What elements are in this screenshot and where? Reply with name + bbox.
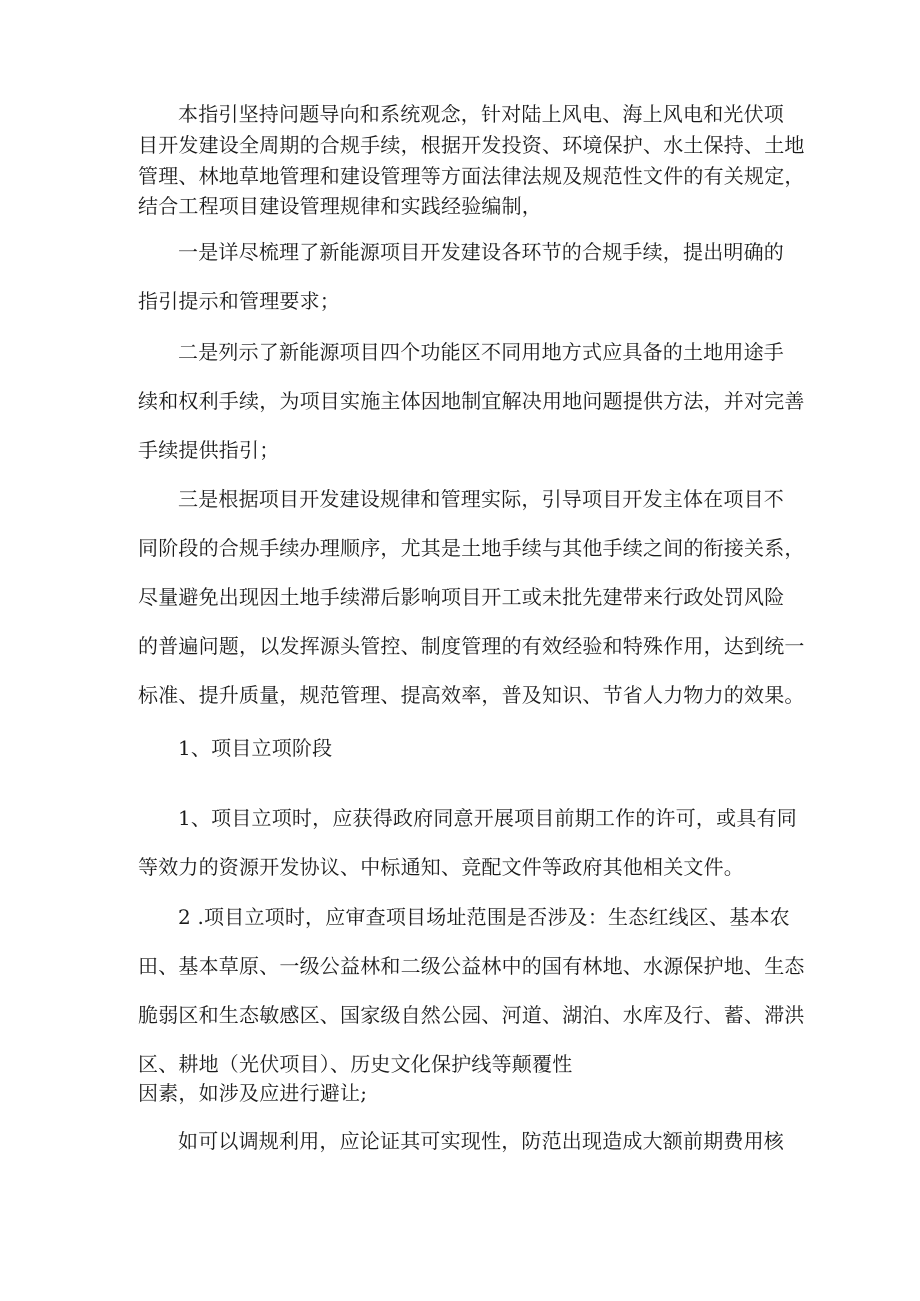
point3-line: 三是根据项目开发建设规律和管理实际，引导项目开发主体在项目不 [178, 487, 784, 511]
intro-line: 目开发建设全周期的合规手续，根据开发投资、环境保护、水土保持、土地 [138, 133, 805, 157]
point3-line: 同阶段的合规手续办理顺序，尤其是土地手续与其他手续之间的衔接关系， [138, 536, 805, 560]
item2-line: 脆弱区和生态敏感区、国家级自然公园、河道、湖泊、水库及行、蓄、滞洪 [138, 1003, 805, 1027]
point3-line: 标准、提升质量，规范管理、提高效率，普及知识、节省人力物力的效果。 [138, 683, 805, 707]
item2-line: 因素，如涉及应进行避让; [138, 1081, 368, 1105]
point2-line: 续和权利手续，为项目实施主体因地制宜解决用地问题提供方法，并对完善 [138, 389, 805, 413]
item3-line: 如可以调规利用，应论证其可实现性，防范出现造成大额前期费用核 [178, 1129, 784, 1153]
item2-line: 2 .项目立项时，应审查项目场址范围是否涉及：生态红线区、基本农 [178, 905, 790, 929]
point3-line: 尽量避免出现因土地手续滞后影响项目开工或未批先建带来行政处罚风险 [138, 585, 785, 609]
item1-line: 等效力的资源开发协议、中标通知、竞配文件等政府其他相关文件。 [138, 855, 744, 879]
section-heading: 1、项目立项阶段 [178, 736, 333, 760]
point2-line: 手续提供指引； [138, 438, 280, 462]
point1-line: 指引提示和管理要求； [138, 289, 340, 313]
item1-line: 1、项目立项时，应获得政府同意开展项目前期工作的许可，或具有同 [178, 806, 797, 830]
point1-line: 一是详尽梳理了新能源项目开发建设各环节的合规手续，提出明确的 [178, 240, 784, 264]
intro-line: 本指引坚持问题导向和系统观念，针对陆上风电、海上风电和光伏项 [178, 102, 784, 126]
intro-line: 管理、林地草地管理和建设管理等方面法律法规及规范性文件的有关规定， [138, 164, 805, 188]
point3-line: 的普遍问题，以发挥源头管控、制度管理的有效经验和特殊作用，达到统一 [138, 634, 805, 658]
intro-line: 结合工程项目建设管理规律和实践经验编制， [138, 194, 542, 218]
item2-line: 区、耕地（光伏项目）、历史文化保护线等颠覆性 [138, 1052, 573, 1076]
point2-line: 二是列示了新能源项目四个功能区不同用地方式应具备的土地用途手 [178, 340, 784, 364]
item2-line: 田、基本草原、一级公益林和二级公益林中的国有林地、水源保护地、生态 [138, 954, 805, 978]
